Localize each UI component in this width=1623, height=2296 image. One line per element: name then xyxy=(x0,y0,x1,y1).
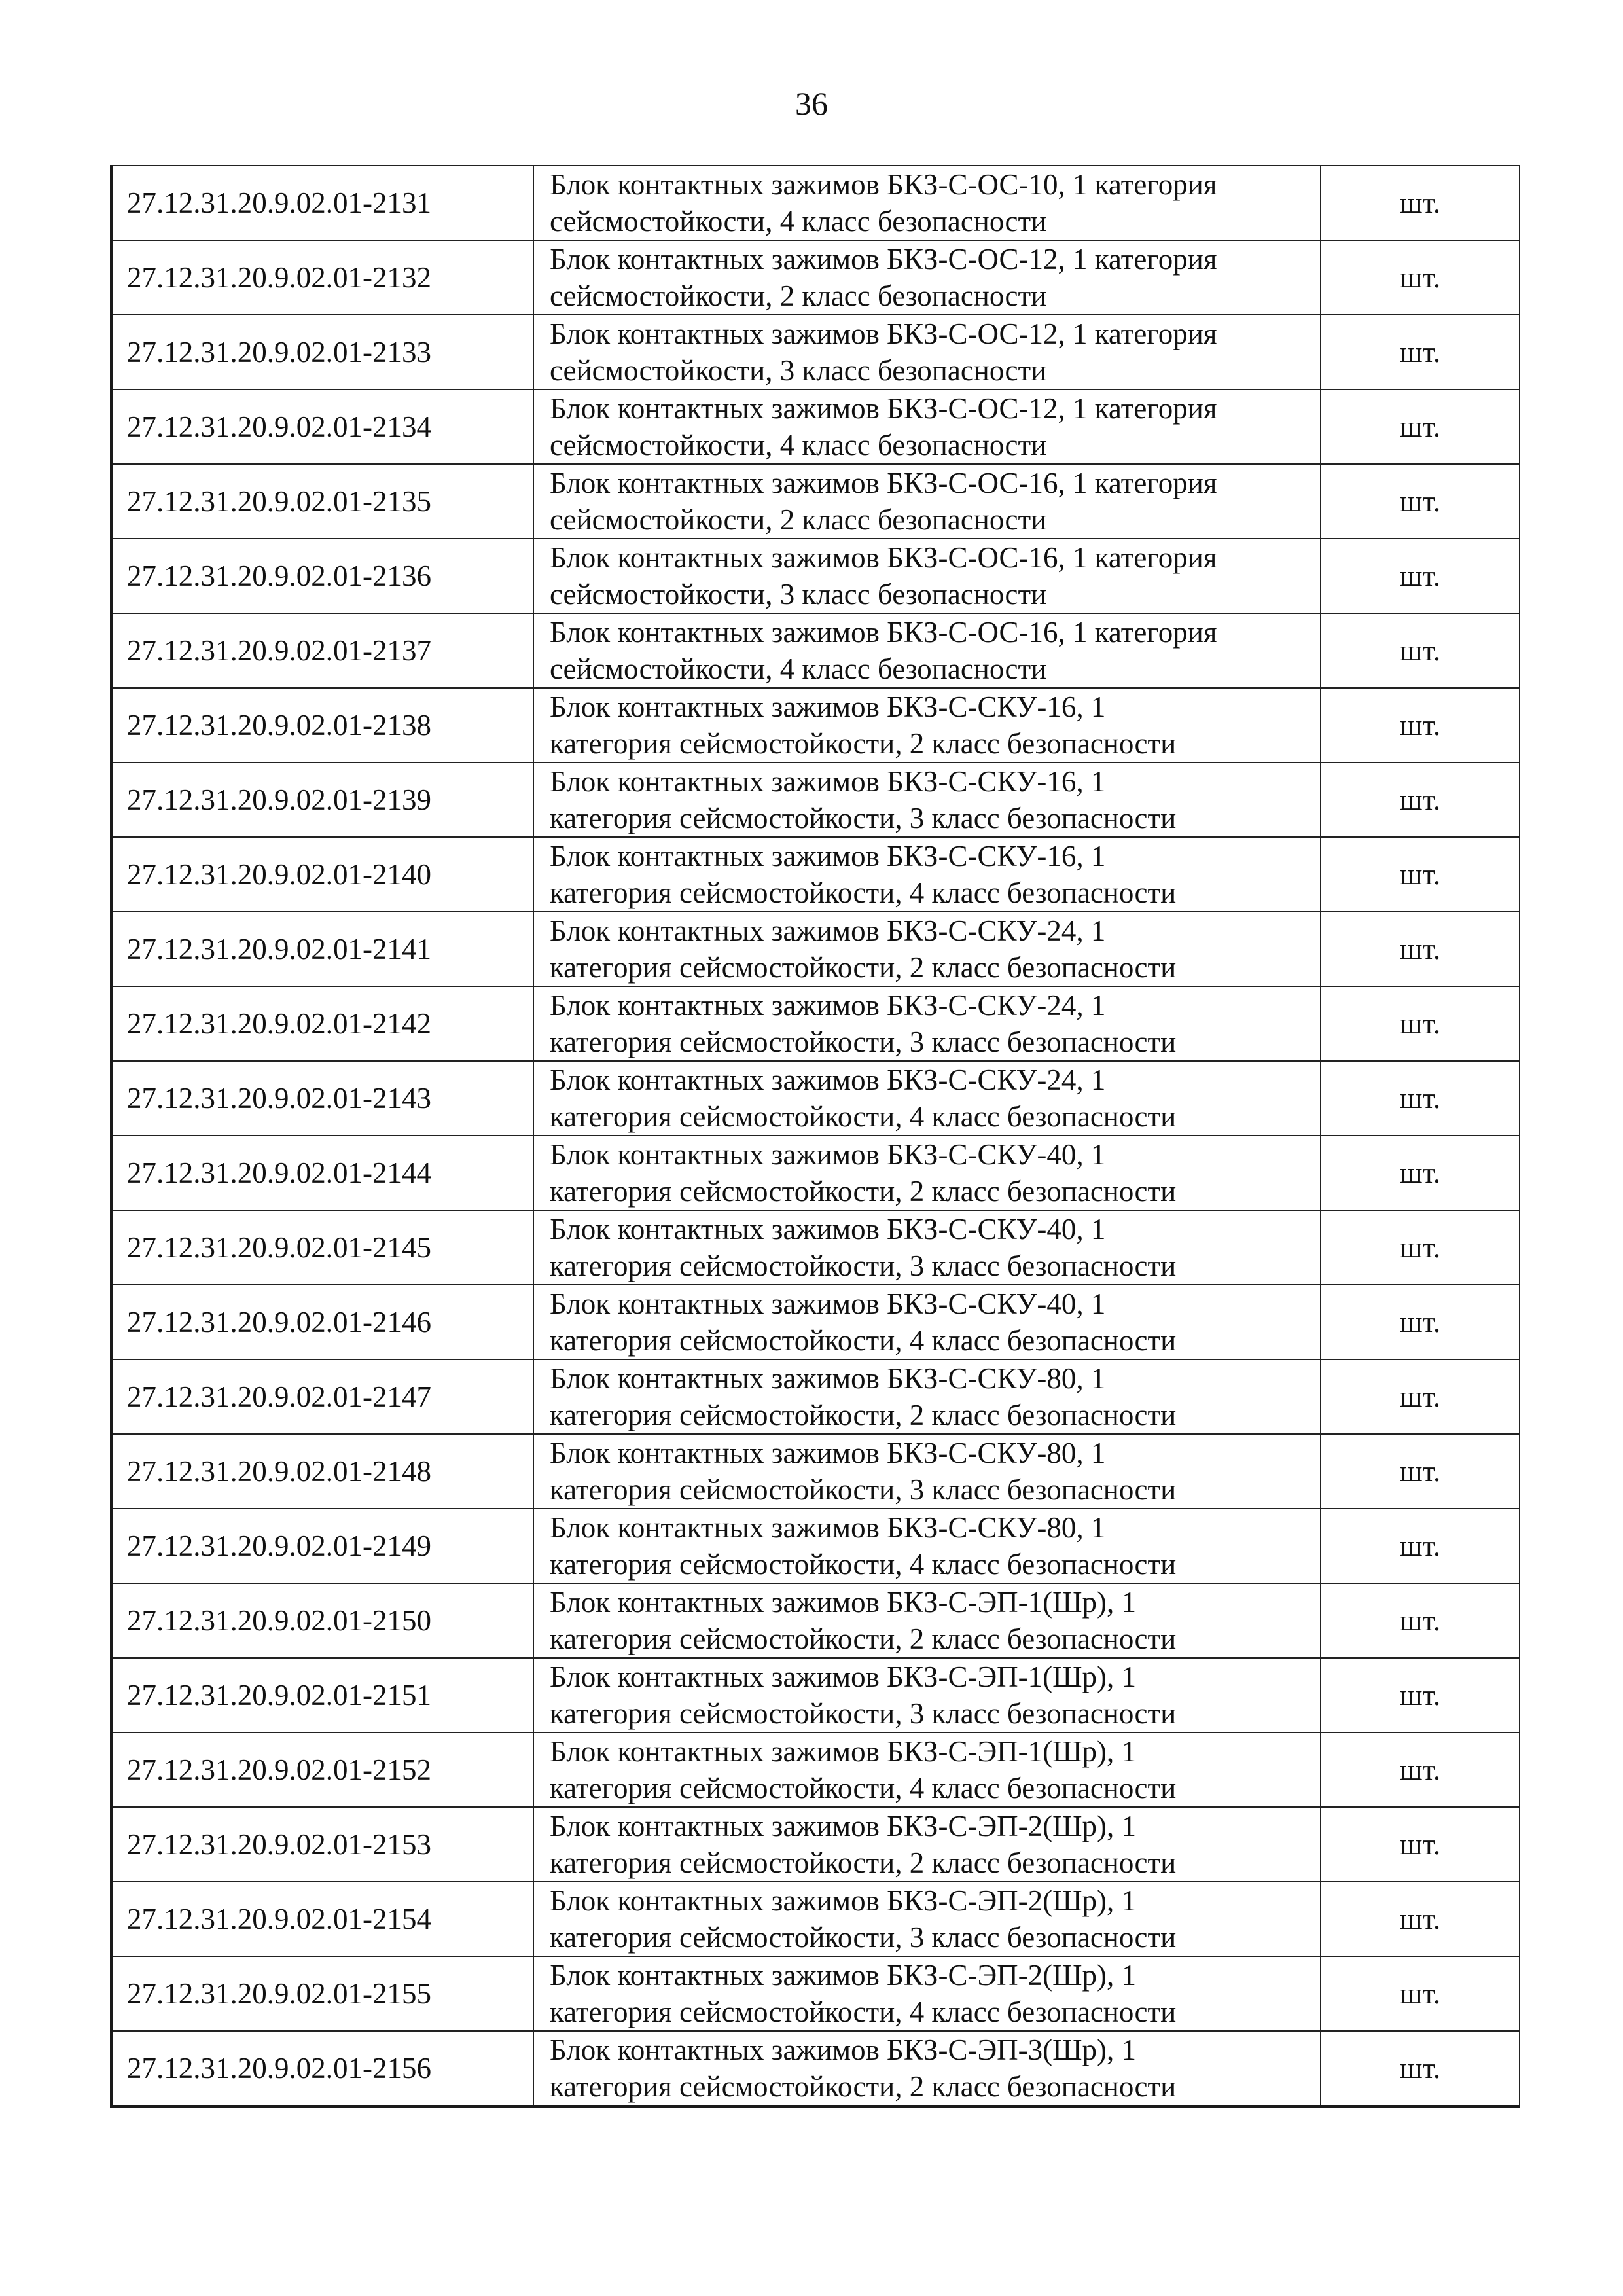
table-row xyxy=(111,1882,1520,1956)
resource-name xyxy=(533,837,1321,912)
table-body xyxy=(111,166,1520,2106)
table-row xyxy=(111,1807,1520,1882)
page-number: 36 xyxy=(795,85,828,122)
resource-name xyxy=(533,1882,1321,1956)
resource-name xyxy=(533,1210,1321,1285)
unit-of-measure: шт. xyxy=(1321,1956,1520,2031)
resource-name xyxy=(533,166,1321,240)
resource-name-line-2: категория сейсмостойкости, 4 класс безопасности xyxy=(550,876,1177,909)
resource-code: 27.12.31.20.9.02.01-2143 xyxy=(111,1061,533,1136)
resource-code: 27.12.31.20.9.02.01-2147 xyxy=(111,1359,533,1434)
resource-code: 27.12.31.20.9.02.01-2141 xyxy=(111,912,533,986)
resource-name xyxy=(533,1509,1321,1583)
unit-of-measure: шт. xyxy=(1321,464,1520,539)
table-row xyxy=(111,986,1520,1061)
resource-code: 27.12.31.20.9.02.01-2152 xyxy=(111,1732,533,1807)
resource-name-line-1: Блок контактных зажимов БКЗ-С-ЭП-2(Шр), 1 xyxy=(550,1959,1137,1992)
table-row xyxy=(111,240,1520,315)
resource-name xyxy=(533,1658,1321,1732)
resource-name xyxy=(533,1061,1321,1136)
unit-of-measure: шт. xyxy=(1321,1509,1520,1583)
unit-of-measure: шт. xyxy=(1321,762,1520,837)
resource-code: 27.12.31.20.9.02.01-2139 xyxy=(111,762,533,837)
resource-name-line-2: сейсмостойкости, 4 класс безопасности xyxy=(550,653,1047,685)
unit-of-measure: шт. xyxy=(1321,837,1520,912)
resource-code: 27.12.31.20.9.02.01-2140 xyxy=(111,837,533,912)
resource-name-line-2: категория сейсмостойкости, 3 класс безопасности xyxy=(550,1249,1177,1282)
resource-name-line-2: категория сейсмостойкости, 2 класс безопасности xyxy=(550,1623,1177,1655)
unit-of-measure: шт. xyxy=(1321,912,1520,986)
resource-name xyxy=(533,1807,1321,1882)
resource-name-line-1: Блок контактных зажимов БКЗ-С-СКУ-40, 1 xyxy=(550,1213,1106,1246)
resource-name-line-2: сейсмостойкости, 4 класс безопасности xyxy=(550,205,1047,238)
resource-name-line-2: категория сейсмостойкости, 4 класс безопасности xyxy=(550,1100,1177,1133)
resource-name-line-2: категория сейсмостойкости, 4 класс безопасности xyxy=(550,1324,1177,1357)
resource-name xyxy=(533,613,1321,688)
resource-name-line-1: Блок контактных зажимов БКЗ-С-СКУ-24, 1 xyxy=(550,1064,1106,1096)
table-row xyxy=(111,464,1520,539)
resource-name-line-2: категория сейсмостойкости, 3 класс безопасности xyxy=(550,1026,1177,1058)
unit-of-measure: шт. xyxy=(1321,1658,1520,1732)
unit-of-measure: шт. xyxy=(1321,539,1520,613)
resource-name xyxy=(533,240,1321,315)
resource-name-line-2: категория сейсмостойкости, 4 класс безопасности xyxy=(550,1548,1177,1581)
table-row xyxy=(111,1434,1520,1509)
unit-of-measure: шт. xyxy=(1321,1732,1520,1807)
resource-name-line-2: сейсмостойкости, 3 класс безопасности xyxy=(550,354,1047,387)
resource-name-line-1: Блок контактных зажимов БКЗ-С-ОС-16, 1 категория xyxy=(550,467,1217,499)
resource-name-line-2: категория сейсмостойкости, 2 класс безопасности xyxy=(550,1846,1177,1879)
resource-code: 27.12.31.20.9.02.01-2156 xyxy=(111,2031,533,2106)
resource-name xyxy=(533,1583,1321,1658)
resource-name-line-1: Блок контактных зажимов БКЗ-С-ОС-12, 1 категория xyxy=(550,392,1217,425)
table-row xyxy=(111,1061,1520,1136)
resource-code: 27.12.31.20.9.02.01-2144 xyxy=(111,1136,533,1210)
resource-code: 27.12.31.20.9.02.01-2153 xyxy=(111,1807,533,1882)
resource-name xyxy=(533,912,1321,986)
table-row xyxy=(111,1285,1520,1359)
unit-of-measure: шт. xyxy=(1321,1285,1520,1359)
classifier-table xyxy=(110,165,1520,2108)
resource-name xyxy=(533,762,1321,837)
resource-name-line-1: Блок контактных зажимов БКЗ-С-ЭП-1(Шр), 1 xyxy=(550,1660,1137,1693)
resource-name-line-2: категория сейсмостойкости, 2 класс безопасности xyxy=(550,951,1177,984)
resource-name xyxy=(533,464,1321,539)
table-row xyxy=(111,1210,1520,1285)
table-row xyxy=(111,1359,1520,1434)
table-row xyxy=(111,1136,1520,1210)
resource-name xyxy=(533,1285,1321,1359)
resource-name-line-1: Блок контактных зажимов БКЗ-С-ЭП-1(Шр), 1 xyxy=(550,1586,1137,1619)
resource-name xyxy=(533,1956,1321,2031)
resource-name-line-2: категория сейсмостойкости, 2 класс безопасности xyxy=(550,1175,1177,1208)
resource-name-line-1: Блок контактных зажимов БКЗ-С-ОС-16, 1 категория xyxy=(550,541,1217,574)
resource-name-line-2: категория сейсмостойкости, 4 класс безопасности xyxy=(550,1996,1177,2028)
resource-name-line-1: Блок контактных зажимов БКЗ-С-СКУ-40, 1 xyxy=(550,1287,1106,1320)
resource-code: 27.12.31.20.9.02.01-2146 xyxy=(111,1285,533,1359)
table-row xyxy=(111,1583,1520,1658)
resource-name-line-2: категория сейсмостойкости, 4 класс безопасности xyxy=(550,1772,1177,1804)
table-row xyxy=(111,1956,1520,2031)
table-row xyxy=(111,1658,1520,1732)
resource-name-line-2: категория сейсмостойкости, 2 класс безопасности xyxy=(550,2070,1177,2103)
table-row xyxy=(111,688,1520,762)
resource-name xyxy=(533,2031,1321,2106)
resource-name-line-1: Блок контактных зажимов БКЗ-С-СКУ-24, 1 xyxy=(550,914,1106,947)
table-row xyxy=(111,1732,1520,1807)
resource-name-line-1: Блок контактных зажимов БКЗ-С-ЭП-2(Шр), 1 xyxy=(550,1884,1137,1917)
resource-name-line-1: Блок контактных зажимов БКЗ-С-СКУ-80, 1 xyxy=(550,1511,1106,1544)
resource-code: 27.12.31.20.9.02.01-2151 xyxy=(111,1658,533,1732)
unit-of-measure: шт. xyxy=(1321,240,1520,315)
unit-of-measure: шт. xyxy=(1321,389,1520,464)
resource-name-line-2: сейсмостойкости, 2 класс безопасности xyxy=(550,279,1047,312)
unit-of-measure: шт. xyxy=(1321,1583,1520,1658)
resource-name-line-1: Блок контактных зажимов БКЗ-С-ОС-12, 1 категория xyxy=(550,243,1217,276)
resource-name-line-2: сейсмостойкости, 4 класс безопасности xyxy=(550,429,1047,461)
resource-code: 27.12.31.20.9.02.01-2145 xyxy=(111,1210,533,1285)
resource-name-line-1: Блок контактных зажимов БКЗ-С-ОС-16, 1 категория xyxy=(550,616,1217,649)
resource-name xyxy=(533,1136,1321,1210)
unit-of-measure: шт. xyxy=(1321,2031,1520,2106)
resource-name-line-2: категория сейсмостойкости, 2 класс безопасности xyxy=(550,727,1177,760)
unit-of-measure: шт. xyxy=(1321,1434,1520,1509)
table-row xyxy=(111,315,1520,389)
unit-of-measure: шт. xyxy=(1321,1136,1520,1210)
resource-name xyxy=(533,1359,1321,1434)
resource-name-line-1: Блок контактных зажимов БКЗ-С-СКУ-80, 1 xyxy=(550,1437,1106,1469)
resource-name-line-1: Блок контактных зажимов БКЗ-С-СКУ-16, 1 xyxy=(550,691,1106,723)
table-row xyxy=(111,2031,1520,2106)
resource-code: 27.12.31.20.9.02.01-2135 xyxy=(111,464,533,539)
resource-name xyxy=(533,1434,1321,1509)
resource-name-line-1: Блок контактных зажимов БКЗ-С-ЭП-1(Шр), 1 xyxy=(550,1735,1137,1768)
table-row xyxy=(111,762,1520,837)
resource-code: 27.12.31.20.9.02.01-2131 xyxy=(111,166,533,240)
resource-name-line-2: категория сейсмостойкости, 3 класс безопасности xyxy=(550,1697,1177,1730)
table-row xyxy=(111,539,1520,613)
resource-name-line-2: категория сейсмостойкости, 3 класс безопасности xyxy=(550,1473,1177,1506)
resource-name-line-2: сейсмостойкости, 2 класс безопасности xyxy=(550,503,1047,536)
resource-name-line-1: Блок контактных зажимов БКЗ-С-СКУ-80, 1 xyxy=(550,1362,1106,1395)
resource-name-line-2: категория сейсмостойкости, 3 класс безопасности xyxy=(550,802,1177,834)
resource-name xyxy=(533,389,1321,464)
resource-name xyxy=(533,688,1321,762)
resource-name-line-2: категория сейсмостойкости, 2 класс безопасности xyxy=(550,1399,1177,1431)
unit-of-measure: шт. xyxy=(1321,1061,1520,1136)
resource-code: 27.12.31.20.9.02.01-2134 xyxy=(111,389,533,464)
resource-name-line-1: Блок контактных зажимов БКЗ-С-СКУ-16, 1 xyxy=(550,765,1106,798)
unit-of-measure: шт. xyxy=(1321,1882,1520,1956)
unit-of-measure: шт. xyxy=(1321,1210,1520,1285)
resource-name-line-1: Блок контактных зажимов БКЗ-С-СКУ-24, 1 xyxy=(550,989,1106,1022)
resource-code: 27.12.31.20.9.02.01-2133 xyxy=(111,315,533,389)
resource-name xyxy=(533,1732,1321,1807)
unit-of-measure: шт. xyxy=(1321,315,1520,389)
resource-code: 27.12.31.20.9.02.01-2132 xyxy=(111,240,533,315)
unit-of-measure: шт. xyxy=(1321,1807,1520,1882)
table-row xyxy=(111,1509,1520,1583)
resource-code: 27.12.31.20.9.02.01-2150 xyxy=(111,1583,533,1658)
table-row xyxy=(111,837,1520,912)
resource-name xyxy=(533,315,1321,389)
resource-name-line-2: категория сейсмостойкости, 3 класс безопасности xyxy=(550,1921,1177,1954)
unit-of-measure: шт. xyxy=(1321,166,1520,240)
resource-name-line-1: Блок контактных зажимов БКЗ-С-ОС-10, 1 категория xyxy=(550,168,1217,201)
resource-code: 27.12.31.20.9.02.01-2154 xyxy=(111,1882,533,1956)
unit-of-measure: шт. xyxy=(1321,1359,1520,1434)
resource-code: 27.12.31.20.9.02.01-2137 xyxy=(111,613,533,688)
resource-code: 27.12.31.20.9.02.01-2148 xyxy=(111,1434,533,1509)
resource-name xyxy=(533,986,1321,1061)
unit-of-measure: шт. xyxy=(1321,613,1520,688)
resource-code: 27.12.31.20.9.02.01-2136 xyxy=(111,539,533,613)
resource-name-line-1: Блок контактных зажимов БКЗ-С-ЭП-3(Шр), 1 xyxy=(550,2034,1137,2066)
resource-name-line-1: Блок контактных зажимов БКЗ-С-СКУ-16, 1 xyxy=(550,840,1106,872)
table-row xyxy=(111,613,1520,688)
resource-name xyxy=(533,539,1321,613)
resource-name-line-1: Блок контактных зажимов БКЗ-С-ЭП-2(Шр), 1 xyxy=(550,1810,1137,1842)
resource-code: 27.12.31.20.9.02.01-2142 xyxy=(111,986,533,1061)
table-row xyxy=(111,389,1520,464)
resource-code: 27.12.31.20.9.02.01-2138 xyxy=(111,688,533,762)
unit-of-measure: шт. xyxy=(1321,986,1520,1061)
resource-code: 27.12.31.20.9.02.01-2149 xyxy=(111,1509,533,1583)
table-row xyxy=(111,912,1520,986)
resource-name-line-2: сейсмостойкости, 3 класс безопасности xyxy=(550,578,1047,611)
table-row xyxy=(111,166,1520,240)
resource-name-line-1: Блок контактных зажимов БКЗ-С-СКУ-40, 1 xyxy=(550,1138,1106,1171)
resource-name-line-1: Блок контактных зажимов БКЗ-С-ОС-12, 1 категория xyxy=(550,317,1217,350)
resource-code: 27.12.31.20.9.02.01-2155 xyxy=(111,1956,533,2031)
unit-of-measure: шт. xyxy=(1321,688,1520,762)
